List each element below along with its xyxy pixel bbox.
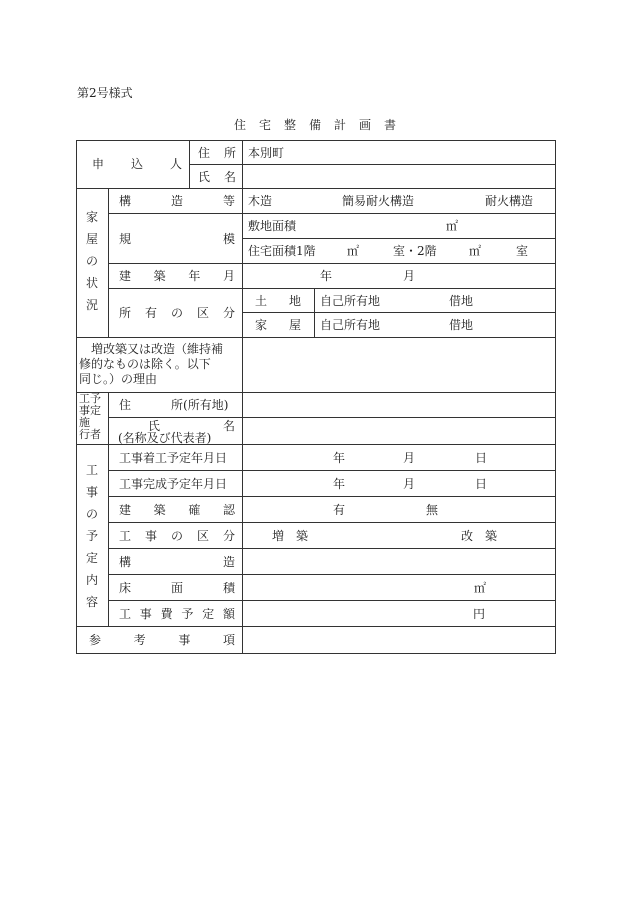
applicant-header: 申 込 人 xyxy=(92,157,182,171)
notes-label: 参 考 事 項 xyxy=(89,633,235,647)
building-confirmation-label: 建 築 確 認 xyxy=(119,503,235,517)
floor-area-label: 住宅面積1階 xyxy=(248,244,316,258)
house-status-group-label: 家 屋 の 状 況 xyxy=(85,210,98,312)
structure-label: 構 造 等 xyxy=(119,194,235,208)
form-number: 第2号様式 xyxy=(77,86,133,100)
start-year-unit: 年 xyxy=(333,451,346,465)
start-date-label: 工事着工予定年月日 xyxy=(119,451,228,465)
floor-area-unit: ㎡ xyxy=(474,581,487,595)
structure-option-semi-fireproof: 簡易耐火構造 xyxy=(342,194,415,208)
name-label: 氏 名 xyxy=(198,170,236,184)
land-leased-option: 借地 xyxy=(449,294,474,308)
site-area-unit: ㎡ xyxy=(446,219,459,233)
address-label: 住 所 xyxy=(198,146,236,160)
site-area-label: 敷地面積 xyxy=(248,219,297,233)
cost-label: 工 事 費 予 定 額 xyxy=(119,607,235,621)
start-day-unit: 日 xyxy=(475,451,488,465)
plan-structure-label: 構 造 xyxy=(119,555,235,569)
built-year-unit: 年 xyxy=(320,269,333,283)
floor-area-plan-label: 床 面 積 xyxy=(119,581,235,595)
finish-date-label: 工事完成予定年月日 xyxy=(119,477,228,491)
finish-month-unit: 月 xyxy=(403,477,416,491)
cost-unit: 円 xyxy=(473,607,486,621)
contractor-name-sub: (名称及び代表者) xyxy=(118,431,212,445)
form-title: 住宅整備計画書 xyxy=(234,118,410,132)
built-date-label: 建 築 年 月 xyxy=(119,269,235,283)
scale-label: 規 模 xyxy=(119,232,235,246)
room-unit: 室 xyxy=(516,244,529,258)
reason-label: 増改築又は改造（維持補 修的なものは除く。以下 同じ。）の理由 xyxy=(79,342,224,386)
finish-year-unit: 年 xyxy=(333,477,346,491)
type-extension-option: 増築 xyxy=(272,529,321,543)
structure-option-wood: 木造 xyxy=(248,194,273,208)
building-label: 家 屋 xyxy=(255,318,301,332)
land-own-option: 自己所有地 xyxy=(320,294,381,308)
floor2-area-unit: ㎡ xyxy=(469,244,482,258)
confirmation-no-option: 無 xyxy=(426,503,439,517)
structure-option-fireproof: 耐火構造 xyxy=(485,194,534,208)
room-floor2-label: 室・2階 xyxy=(393,244,437,258)
building-leased-option: 借地 xyxy=(449,318,474,332)
contractor-group-label: 工予 事定 施 行者 xyxy=(79,392,101,441)
land-label: 土 地 xyxy=(255,294,301,308)
contractor-name-label: 氏 名 xyxy=(148,419,235,433)
contractor-address-label: 住 所(所有地) xyxy=(119,398,229,412)
confirmation-yes-option: 有 xyxy=(333,503,346,517)
construction-type-label: 工 事 の 区 分 xyxy=(119,529,235,543)
finish-day-unit: 日 xyxy=(475,477,488,491)
type-renovation-option: 改築 xyxy=(461,529,510,543)
plan-group-label: 工 事 の 予 定 内 容 xyxy=(85,463,98,609)
start-month-unit: 月 xyxy=(403,451,416,465)
built-month-unit: 月 xyxy=(403,269,416,283)
ownership-label: 所 有 の 区 分 xyxy=(119,306,235,320)
floor1-area-unit: ㎡ xyxy=(347,244,360,258)
building-own-option: 自己所有地 xyxy=(320,318,381,332)
address-value: 本別町 xyxy=(248,146,285,160)
